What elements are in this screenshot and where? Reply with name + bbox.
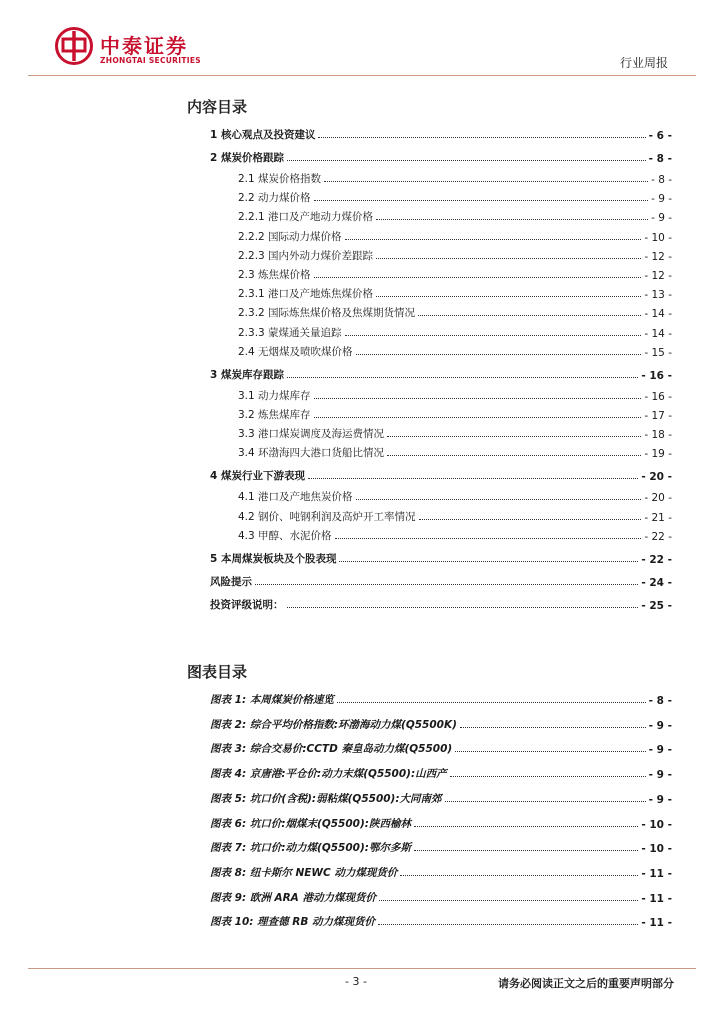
figure-entry-label: 图表 1: 本周煤炭价格速览 [210,694,334,706]
toc-entry-page: - 19 - [644,448,672,461]
figures-title: 图表目录 [187,663,248,681]
toc-entry-page: - 18 - [644,429,672,442]
toc-entry-page: - 14 - [644,327,672,340]
toc-entry[interactable] [210,444,672,460]
toc-entry[interactable] [210,387,672,403]
toc-entry-page: - 25 - [641,599,672,612]
toc-entry[interactable] [210,406,672,422]
figure-entry-label: 图表 3: 综合交易价:CCTD 秦皇岛动力煤(Q5500) [210,743,453,756]
dot-leader [376,258,641,259]
toc-entry-label: 2.3.1 港口及产地炼焦煤价格 [238,288,374,301]
dot-leader [387,436,641,437]
figure-entry[interactable] [210,716,672,732]
toc-entry-page: - 22 - [641,553,672,566]
dot-leader [308,478,638,479]
toc-entry-page: - 17 - [644,410,672,422]
dot-leader [314,277,642,278]
toc-entry-label: 5 本周煤炭板块及个股表现 [210,552,337,565]
toc-entry[interactable] [210,425,672,441]
toc-entry-page: - 20 - [641,471,672,484]
toc-entry-page: - 12 - [644,270,672,282]
figure-entry-label: 图表 2: 综合平均价格指数:环渤海动力煤(Q5500K) [210,718,457,731]
toc-entry-label: 1 核心观点及投资建议 [210,129,316,141]
toc-entry[interactable] [210,467,672,483]
toc-entry-label: 2.2.1 港口及产地动力煤价格 [238,211,374,224]
logo-chinese-name: 中泰证券 [100,34,188,58]
toc-entry-page: - 6 - [648,130,672,142]
figure-entry-label: 图表 6: 坑口价:烟煤末(Q5500):陕西榆林 [210,817,411,830]
figure-entry-page: - 11 - [641,867,672,880]
toc-entry[interactable] [210,208,672,224]
toc-entry-page: - 14 - [644,308,672,321]
toc-entry-label: 4 煤炭行业下游表现 [210,470,305,483]
toc-entry[interactable] [210,285,672,301]
toc-entry-label: 2.2.2 国际动力煤价格 [238,230,342,243]
toc-entry-page: - 8 - [648,153,672,165]
toc-entry-label: 2 煤炭价格跟踪 [210,152,284,164]
dot-leader [400,875,638,876]
dot-leader [387,455,641,456]
toc-entry[interactable] [210,550,672,566]
figure-entry[interactable] [210,790,672,806]
toc-entry[interactable] [210,596,672,612]
toc-entry-label: 2.2 动力煤价格 [238,192,311,205]
toc-entry-page: - 10 - [644,231,672,244]
toc-entry-label: 3.1 动力煤库存 [238,389,311,402]
figure-entry-page: - 9 - [648,793,672,806]
toc-entry-page: - 21 - [644,511,672,524]
toc-entry-page: - 24 - [641,576,672,589]
dot-leader [287,377,638,378]
toc-entry-label: 3.4 环渤海四大港口货船比情况 [238,447,385,460]
toc-entry-page: - 12 - [644,250,672,263]
toc-entry-label: 投资评级说明： [210,598,284,611]
page-number: - 3 - [345,975,367,988]
toc-entry-page: - 9 - [651,193,672,206]
dot-leader [337,702,646,703]
logo-english-name: ZHONGTAI SECURITIES [100,56,201,65]
toc-entry-label: 风险提示 [210,575,252,588]
toc-entry[interactable] [210,189,672,205]
company-logo [54,26,234,72]
figure-entry-page: - 11 - [641,892,672,905]
dot-leader [419,519,642,520]
toc-entry-label: 2.3 炼焦煤价格 [238,269,311,281]
zhongtai-logo-icon [54,26,94,66]
toc-entry-label: 4.3 甲醇、水泥价格 [238,529,332,542]
toc-entry-page: - 16 - [641,369,672,382]
footer-divider [28,968,696,969]
header-divider [28,75,696,76]
figure-entry[interactable] [210,913,672,929]
toc-entry-page: - 9 - [651,212,672,225]
dot-leader [345,239,642,240]
toc-entry[interactable] [210,228,672,244]
toc-entry-label: 2.1 煤炭价格指数 [238,173,322,185]
dot-leader [339,561,638,562]
figure-entry-label: 图表 4: 京唐港:平仓价:动力末煤(Q5500):山西产 [210,768,447,781]
dot-leader [450,776,646,777]
toc-entry-page: - 8 - [651,174,672,186]
dot-leader [379,900,638,901]
dot-leader [324,181,648,182]
dot-leader [356,499,642,500]
toc-entry-label: 2.3.3 蒙煤通关量追踪 [238,326,342,339]
figure-entry[interactable] [210,889,672,905]
figure-entry-page: - 9 - [648,769,672,782]
toc-entry[interactable] [210,527,672,543]
toc-entry-label: 3.2 炼焦煤库存 [238,409,311,421]
figure-entry-page: - 8 - [648,695,672,707]
toc-entry-page: - 15 - [644,346,672,359]
figure-entry-label: 图表 9: 欧洲 ARA 港动力煤现货价 [210,891,376,904]
toc-entry-page: - 22 - [644,530,672,543]
toc-entry[interactable] [210,343,672,359]
dot-leader [255,584,638,585]
toc-entry-label: 3.3 港口煤炭调度及海运费情况 [238,428,385,441]
dot-leader [414,850,638,851]
toc-entry-label: 2.4 无烟煤及喷吹煤价格 [238,345,353,358]
dot-leader [418,315,641,316]
figure-entry[interactable] [210,740,672,756]
figure-entry-label: 图表 8: 纽卡斯尔 NEWC 动力煤现货价 [210,866,398,879]
figure-entry[interactable] [210,864,672,880]
footer-disclaimer: 请务必阅读正文之后的重要声明部分 [498,977,674,990]
figure-entry[interactable] [210,839,672,855]
figure-entry-page: - 10 - [641,818,672,831]
figure-entry-page: - 9 - [648,744,672,757]
toc-entry-page: - 13 - [644,289,672,302]
toc-entry-label: 3 煤炭库存跟踪 [210,368,284,381]
report-type-label: 行业周报 [619,56,668,70]
dot-leader [414,826,638,827]
figure-entry[interactable] [210,691,672,707]
toc-entry[interactable] [210,324,672,340]
toc-entry-label: 4.2 钢价、吨钢利润及高炉开工率情况 [238,510,416,523]
dot-leader [376,296,641,297]
dot-leader [287,160,646,161]
toc-entry-label: 4.1 港口及产地焦炭价格 [238,491,353,504]
toc-entry-page: - 20 - [644,492,672,505]
dot-leader [376,219,648,220]
toc-entry-page: - 16 - [644,390,672,403]
figure-entry-page: - 11 - [641,917,672,930]
toc-entry[interactable] [210,126,672,142]
figure-entry[interactable] [210,765,672,781]
dot-leader [378,924,638,925]
toc-entry[interactable] [210,488,672,504]
dot-leader [318,137,645,138]
toc-entry-label: 2.3.2 国际炼焦煤价格及焦煤期货情况 [238,307,416,320]
dot-leader [460,727,646,728]
toc-entry[interactable] [210,573,672,589]
dot-leader [335,538,642,539]
toc-entry[interactable] [210,170,672,186]
toc-entry[interactable] [210,304,672,320]
figure-entry-label: 图表 5: 坑口价(含税):弱粘煤(Q5500):大同南郊 [210,792,442,805]
toc-entry[interactable] [210,149,672,165]
dot-leader [314,417,642,418]
figure-entry[interactable] [210,815,672,831]
figure-entry-page: - 9 - [648,719,672,732]
toc-entry[interactable] [210,366,672,382]
dot-leader [345,335,642,336]
toc-entry-label: 2.2.3 国内外动力煤价差跟踪 [238,249,374,262]
toc-entry[interactable] [210,266,672,282]
figure-entry-page: - 10 - [641,843,672,856]
dot-leader [356,354,642,355]
figure-entry-label: 图表 7: 坑口价:动力煤(Q5500):鄂尔多斯 [210,842,411,855]
dot-leader [314,200,649,201]
dot-leader [455,751,645,752]
toc-entry[interactable] [210,508,672,524]
figure-entry-label: 图表 10: 理查德 RB 动力煤现货价 [210,916,376,929]
dot-leader [314,398,642,399]
dot-leader [445,801,646,802]
dot-leader [287,607,639,608]
toc-entry[interactable] [210,247,672,263]
contents-title: 内容目录 [187,98,248,116]
